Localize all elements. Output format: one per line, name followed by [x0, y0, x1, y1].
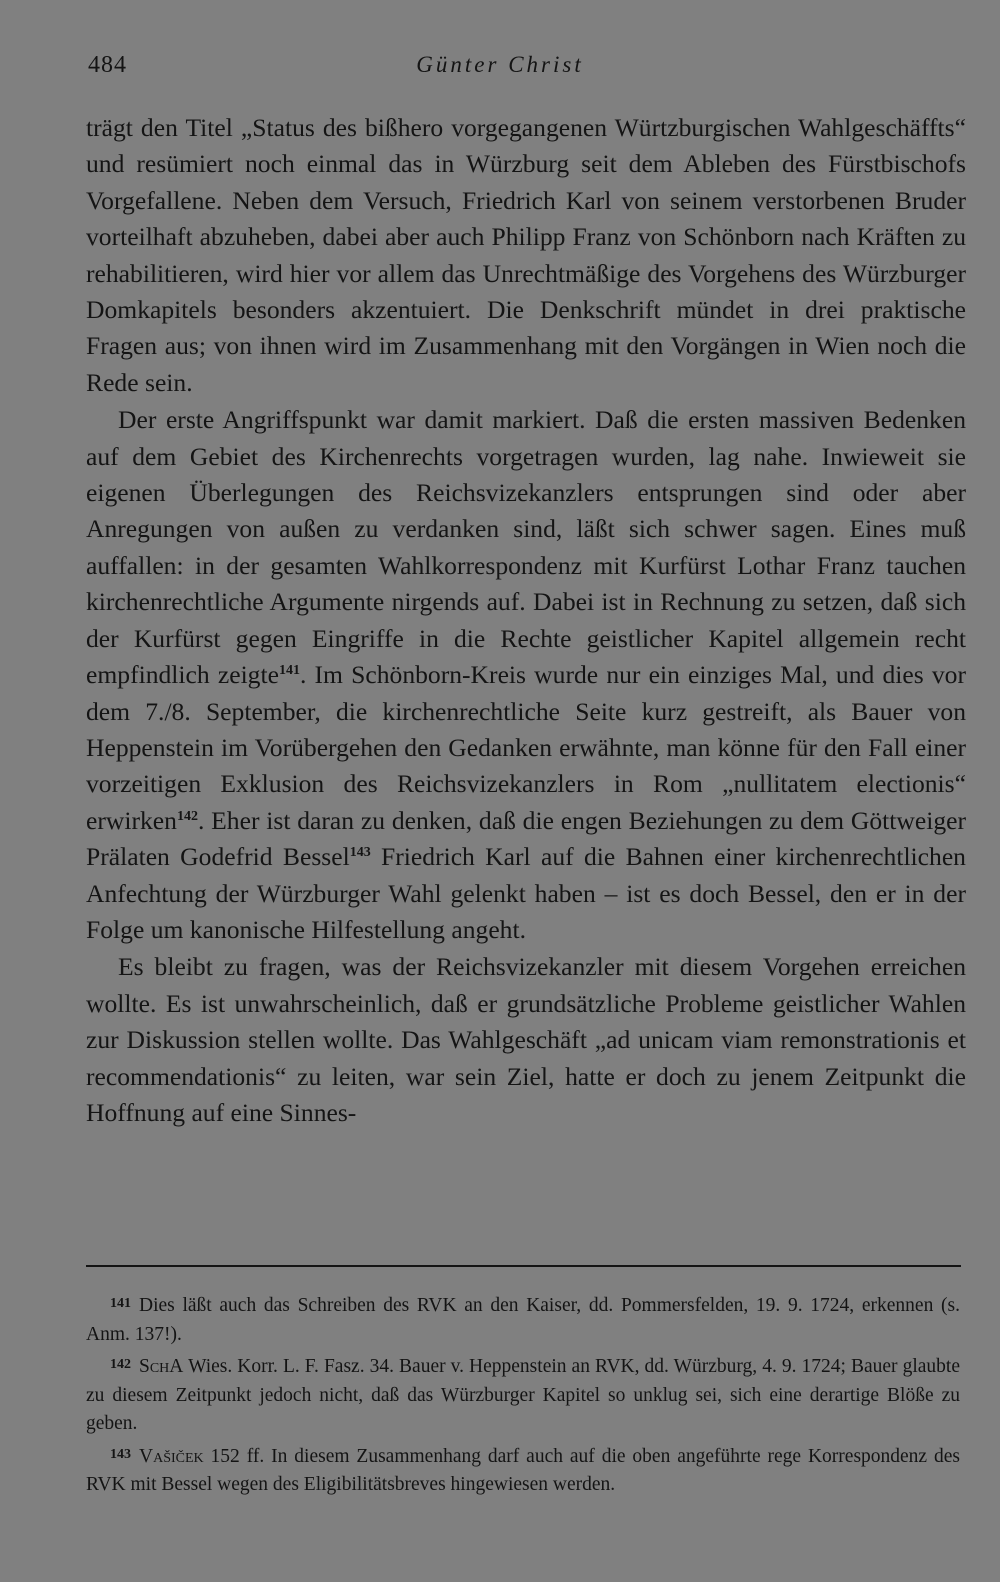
paragraph-1: trägt den Titel „Status des bißhero vorgegangenen Würtzburgischen Wahlgeschäffts“ und resümiert noch einmal das in Würzburg seit dem Ableben des Fürstbischofs Vorgefallene. Neben dem Versuch, Friedrich Karl von seinem verstorbenen Bruder vorteilhaft abzuheben, dabei aber auch Philipp Franz von Schönborn nach Kräften zu rehabilitieren, wird hier vor allem das Unrechtmäßige des Vorgehens des Würzburger Domkapitels besonders akzentuiert. Die Denkschrift mündet in drei praktische Fragen aus; von ihnen wird im Zusammenhang mit den Vorgängen in Wien noch die Rede sein.	[86, 113, 966, 397]
main-text	[86, 110, 966, 1131]
paragraph-2	[86, 402, 966, 948]
footnote-text: Dies läßt auch das Schreiben des RVK an den Kaiser, dd. Pommersfelden, 19. 9. 1724, erkennen (s. Anm. 137!).	[86, 1295, 960, 1345]
footnote-141	[86, 1290, 960, 1349]
footnote-ref-141: 141	[278, 663, 300, 679]
paragraph-2-part-c: . Eher ist daran zu denken, daß die engen Beziehungen zu dem Göttweiger Prälaten Godefrid Bessel	[86, 805, 966, 872]
footnotes	[86, 1290, 960, 1502]
footnote-142	[86, 1351, 960, 1439]
page-number: 484	[88, 52, 127, 78]
footnote-143	[86, 1441, 960, 1500]
footnote-number: 141	[110, 1296, 131, 1311]
footnote-number: 143	[110, 1446, 131, 1462]
footnote-ref-142: 142	[176, 808, 198, 824]
running-head: Günter Christ	[416, 52, 584, 77]
footnote-source: Vašiček	[139, 1445, 204, 1467]
footnote-ref-143: 143	[349, 845, 371, 861]
paragraph-2-part-b: . Im Schönborn-Kreis wurde nur ein einziges Mal, und dies vor dem 7./8. September, die kirchenrechtliche Seite kurz gestreift, als Bauer von Heppenstein im Vorübergehen den Gedanken erwähnte, man könne für den Fall einer vorzeitigen Exklusion des Reichsvizekanzlers in Rom „nullitatem electionis“ erwirken	[86, 660, 966, 835]
footnote-source: SchA	[139, 1356, 184, 1377]
paragraph-2-part-d: Friedrich Karl auf die Bahnen einer kirchenrechtlichen Anfechtung der Würzburger Wahl gelenkt haben – ist es doch Bessel, den er in der Folge um kanonische Hilfestellung angeht.	[86, 842, 966, 944]
footnote-text: 152 ff. In diesem Zusammenhang darf auch auf die oben angeführte rege Korrespondenz des RVK mit Bessel wegen des Eligibilitätsbreves hingewiesen werden.	[86, 1445, 960, 1495]
paragraph-3: Es bleibt zu fragen, was der Reichsvizekanzler mit diesem Vorgehen erreichen wollte. Es ist unwahrscheinlich, daß er grundsätzliche Probleme geistlicher Wahlen zur Diskussion stellen wollte. Das Wahlgeschäft „ad unicam viam remonstrationis et recommendationis“ zu leiten, war sein Ziel, hatte er doch zu jenem Zeitpunkt die Hoffnung auf eine Sinnes-	[86, 952, 966, 1127]
footnote-text: Wies. Korr. L. F. Fasz. 34. Bauer v. Heppenstein an RVK, dd. Würzburg, 4. 9. 1724; Bauer glaubte zu diesem Zeitpunkt jedoch nicht, daß das Würzburger Kapitel so unklug sei, sich eine derartige Blöße zu geben.	[86, 1356, 960, 1434]
footnote-number: 142	[110, 1357, 131, 1372]
footnote-divider	[86, 1265, 961, 1267]
paragraph-2-part-a: Der erste Angriffspunkt war damit markiert. Daß die ersten massiven Bedenken auf dem Gebiet des Kirchenrechts vorgetragen wurden, lag nahe. Inwieweit sie eigenen Überlegungen des Reichsvizekanzlers entsprungen sind oder aber Anregungen von außen zu verdanken sind, läßt sich schwer sagen. Eines muß auffallen: in der gesamten Wahlkorrespondenz mit Kurfürst Lothar Franz tauchen kirchenrechtliche Argumente nirgends auf. Dabei ist in Rechnung zu setzen, daß sich der Kurfürst gegen Eingriffe in die Rechte geistlicher Kapitel allgemein recht empfindlich zeigte	[86, 405, 966, 690]
